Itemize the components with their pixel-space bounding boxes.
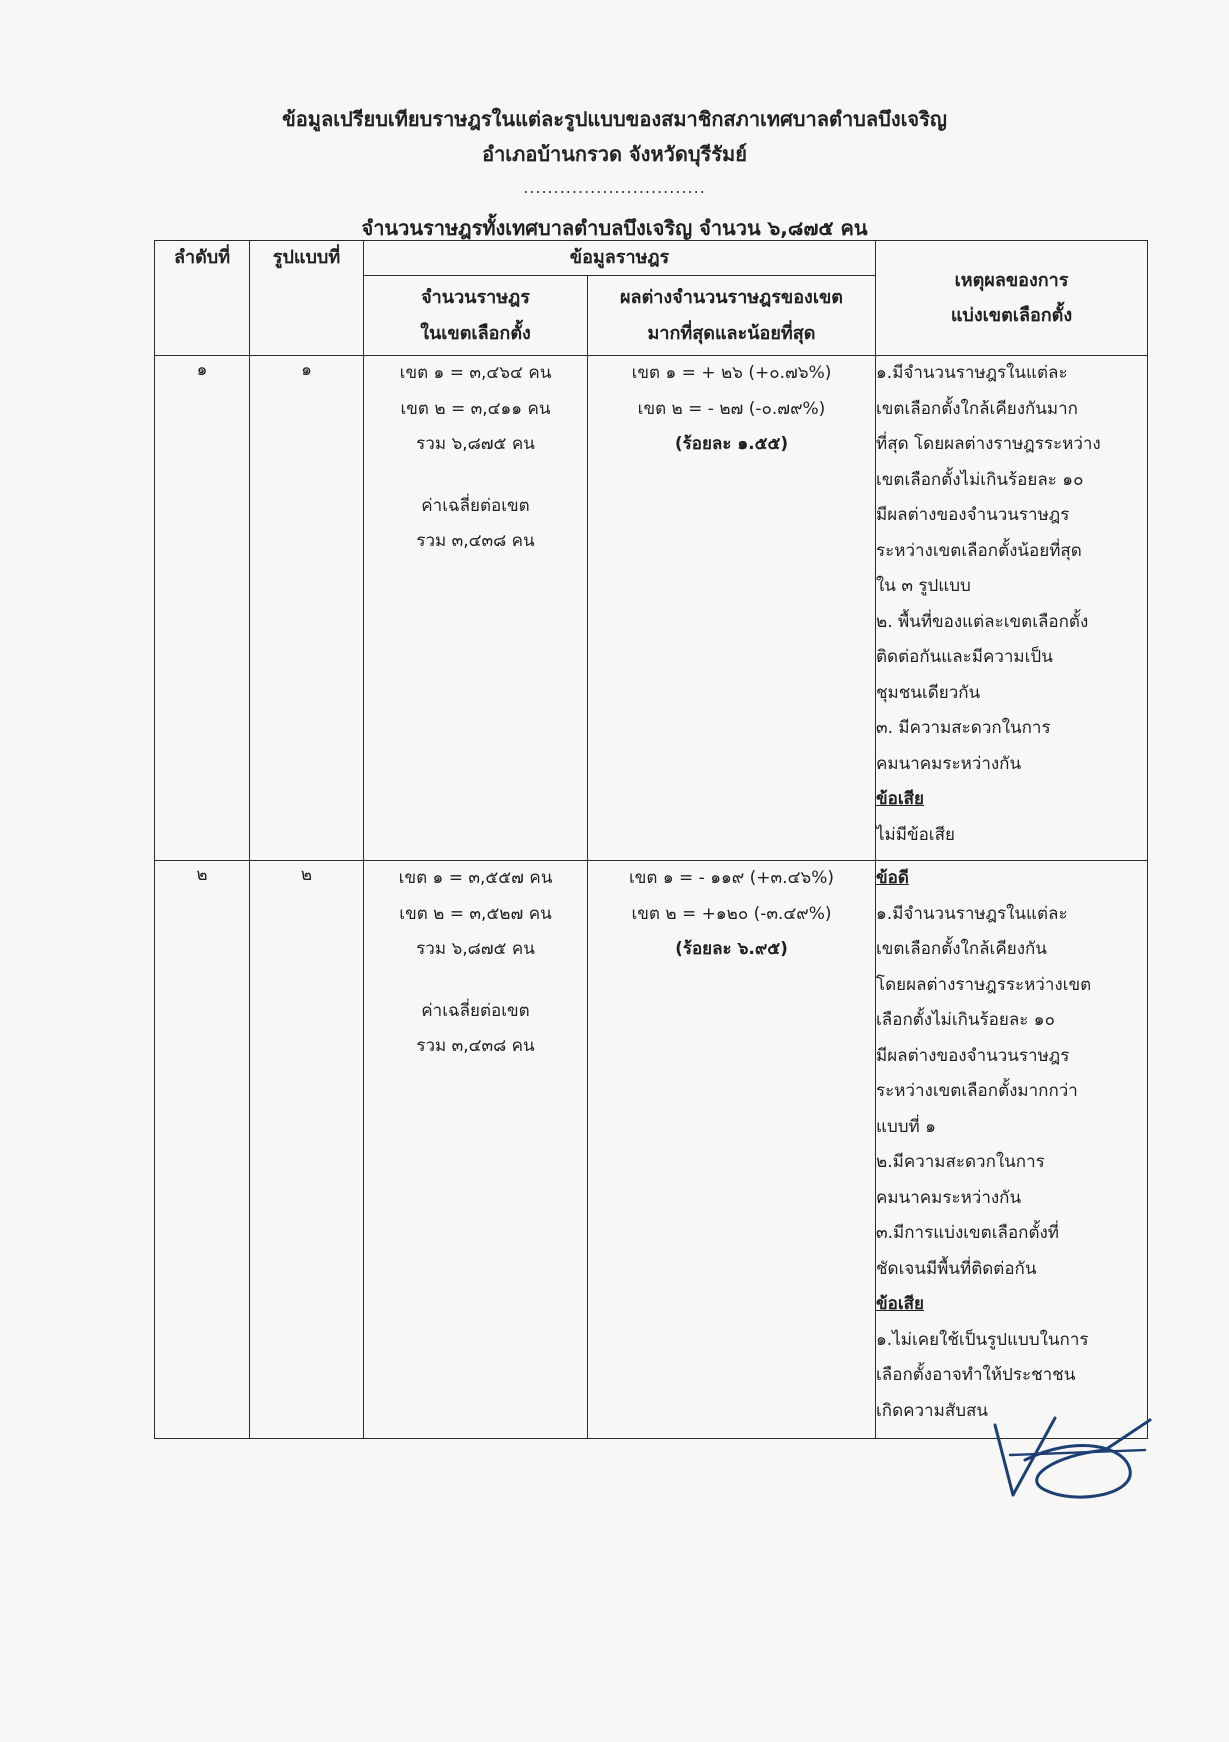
population-line: รวม ๓,๔๓๘ คน: [416, 1036, 535, 1056]
document-title: ข้อมูลเปรียบเทียบราษฎรในแต่ละรูปแบบของสมาชิกสภาเทศบาลตำบลบึงเจริญ: [282, 107, 947, 131]
header-pop-in-zone: [364, 276, 588, 356]
population-line: ค่าเฉลี่ยต่อเขต: [421, 1000, 530, 1021]
table-row: [155, 861, 1148, 1439]
row-diff: [588, 356, 876, 861]
reason-line: คมนาคมระหว่างกัน: [876, 753, 1022, 774]
table-row: [155, 356, 1148, 861]
header-population-group: ข้อมูลราษฎร: [364, 241, 876, 276]
reason-line: เลือกตั้งไม่เกินร้อยละ ๑๐: [876, 1010, 1055, 1030]
header-reason: [876, 241, 1148, 356]
reason-line: คมนาคมระหว่างกัน: [876, 1187, 1022, 1208]
header-order: ลำดับที่: [155, 241, 250, 356]
reason-line: แบบที่ ๑: [876, 1116, 936, 1137]
reason-line: ที่สุด โดยผลต่างราษฎรระหว่าง: [876, 434, 1101, 454]
reason-line: ระหว่างเขตเลือกตั้งมากกว่า: [876, 1081, 1078, 1101]
disadvantage-line: เลือกตั้งอาจทำให้ประชาชน: [876, 1365, 1076, 1385]
reason-line: ชัดเจนมีพื้นที่ติดต่อกัน: [876, 1258, 1037, 1279]
total-population-caption: จำนวนราษฎรทั้งเทศบาลตำบลบึงเจริญ จำนวน ๖,๘๗๕ คน: [361, 216, 868, 240]
header-reason-line2: แบ่งเขตเลือกตั้ง: [950, 305, 1073, 326]
reason-line: เขตเลือกตั้งใกล้เคียงกันมาก: [876, 398, 1078, 419]
reason-line: ๒.มีความสะดวกในการ: [876, 1152, 1045, 1172]
population-line: เขต ๑ = ๓,๕๕๗ คน: [398, 868, 553, 888]
row-model: ๑: [250, 356, 364, 861]
reason-line: ๑.มีจำนวนราษฎรในแต่ละ: [876, 363, 1068, 383]
population-line: รวม ๖,๘๗๕ คน: [416, 939, 535, 959]
population-line: รวม ๓,๔๓๘ คน: [416, 531, 535, 551]
header-diff-line2: มากที่สุดและน้อยที่สุด: [647, 322, 816, 344]
header-reason-line1: เหตุผลของการ: [954, 269, 1069, 291]
table-header-row: [155, 241, 1148, 276]
disadvantage-label: ข้อเสีย: [876, 789, 924, 809]
diff-line: เขต ๒ = - ๒๗ (-๐.๗๙%): [637, 398, 826, 419]
reason-line: ชุมชนเดียวกัน: [876, 682, 981, 703]
population-line: ค่าเฉลี่ยต่อเขต: [421, 495, 530, 516]
header-diff-line1: ผลต่างจำนวนราษฎรของเขต: [620, 287, 843, 308]
diff-line: เขต ๑ = + ๒๖ (+๐.๗๖%): [631, 363, 832, 383]
reason-line: เขตเลือกตั้งใกล้เคียงกัน: [876, 939, 1047, 959]
row-population: [364, 356, 588, 861]
header-model: รูปแบบที่: [250, 241, 364, 356]
row-order: ๑: [155, 356, 250, 861]
diff-line: เขต ๑ = - ๑๑๙ (+๓.๔๖%): [628, 868, 835, 888]
disadvantage-line: เกิดความสับสน: [876, 1400, 988, 1421]
disadvantage-line: ๑.ไม่เคยใช้เป็นรูปแบบในการ: [876, 1329, 1089, 1350]
comparison-table: [154, 240, 1148, 1439]
diff-line: เขต ๒ = +๑๒๐ (-๓.๔๙%): [631, 903, 832, 924]
header-pop-line2: ในเขตเลือกตั้ง: [420, 322, 531, 344]
reason-line: โดยผลต่างราษฎรระหว่างเขต: [876, 974, 1092, 995]
reason-line: ใน ๓ รูปแบบ: [876, 576, 971, 596]
advantage-label: ข้อดี: [876, 868, 909, 888]
reason-line: ๓.มีการแบ่งเขตเลือกตั้งที่: [876, 1223, 1059, 1243]
document-subtitle: อำเภอบ้านกรวด จังหวัดบุรีรัมย์: [482, 142, 747, 166]
dotted-separator: ..............................: [523, 178, 706, 197]
diff-total: (ร้อยละ ๖.๙๕): [675, 939, 788, 959]
population-line: เขต ๒ = ๓,๔๑๑ คน: [400, 398, 551, 419]
disadvantage-label: ข้อเสีย: [876, 1294, 924, 1314]
reason-line: ๓. มีความสะดวกในการ: [876, 718, 1051, 738]
row-model: ๒: [250, 861, 364, 1439]
reason-line: มีผลต่างของจำนวนราษฎร: [876, 1045, 1070, 1066]
row-population: [364, 861, 588, 1439]
reason-line: ระหว่างเขตเลือกตั้งน้อยที่สุด: [876, 540, 1082, 561]
row-diff: [588, 861, 876, 1439]
header-pop-line1: จำนวนราษฎร: [421, 287, 530, 308]
reason-line: เขตเลือกตั้งไม่เกินร้อยละ ๑๐: [876, 469, 1084, 490]
reason-line: ติดต่อกันและมีความเป็น: [876, 647, 1053, 667]
header-diff: [588, 276, 876, 356]
disadvantage-line: ไม่มีข้อเสีย: [876, 824, 955, 845]
diff-total: (ร้อยละ ๑.๕๕): [674, 434, 789, 454]
population-line: เขต ๒ = ๓,๕๒๗ คน: [399, 903, 552, 924]
row-reasons: [876, 861, 1148, 1439]
row-reasons: [876, 356, 1148, 861]
reason-line: ๒. พื้นที่ของแต่ละเขตเลือกตั้ง: [876, 611, 1089, 632]
reason-line: ๑.มีจำนวนราษฎรในแต่ละ: [876, 903, 1068, 924]
handwritten-signature: [985, 1410, 1155, 1520]
reason-line: มีผลต่างของจำนวนราษฎร: [876, 505, 1070, 525]
population-line: เขต ๑ = ๓,๔๖๔ คน: [399, 363, 552, 383]
population-line: รวม ๖,๘๗๕ คน: [416, 434, 535, 454]
row-order: ๒: [155, 861, 250, 1439]
